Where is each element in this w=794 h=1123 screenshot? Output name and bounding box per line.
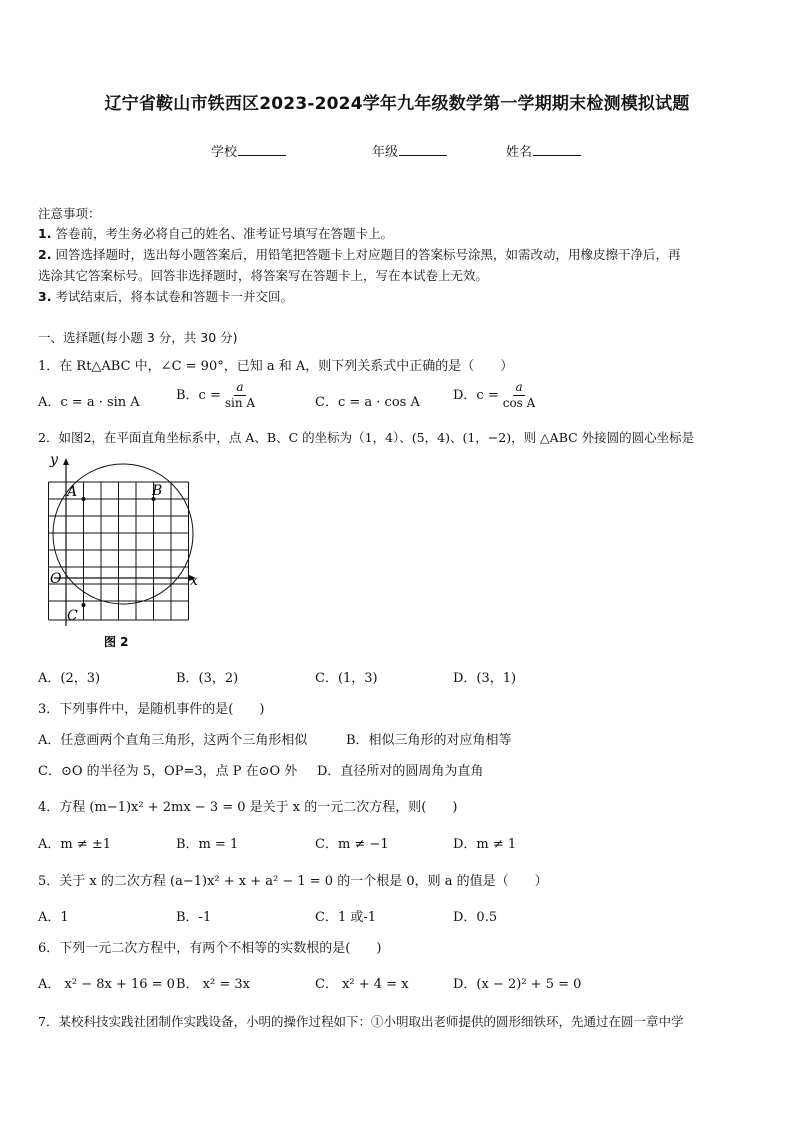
q3-option-c: C．⊙O 的半径为 5，OP=3，点 P 在⊙O 外 <box>38 764 298 779</box>
section-heading: 一、选择题(每小题 3 分，共 30 分) <box>38 330 238 345</box>
q4-option-d: D．m ≠ 1 <box>453 837 517 852</box>
question-5-stem: 5．关于 x 的二次方程 (a−1)x² + x + a² − 1 = 0 的一个根是 0，则 a 的值是（ ） <box>38 874 548 889</box>
point-c-dot <box>82 603 86 607</box>
q2-option-b: B．(3，2) <box>176 671 239 686</box>
q5-option-d: D．0.5 <box>453 910 498 925</box>
q4-option-a: A．m ≠ ±1 <box>38 837 112 852</box>
y-axis-arrow <box>63 458 69 465</box>
q1-option-c: C．c = a · cos A <box>315 395 420 410</box>
q6-option-d: D．(x − 2)² + 5 = 0 <box>453 977 582 992</box>
page-title: 辽宁省鞍山市铁西区2023-2024学年九年级数学第一学期期末检测模拟试题 <box>104 94 690 114</box>
q5-option-b: B．-1 <box>176 910 212 925</box>
name-field <box>506 141 581 160</box>
point-c-label: C <box>67 608 78 624</box>
name-blank <box>533 143 581 156</box>
q4-option-b: B．m = 1 <box>176 837 239 852</box>
q3-option-d: D．直径所对的圆周角为直角 <box>317 764 484 779</box>
question-2-stem: 2．如图2，在平面直角坐标系中，点 A、B、C 的坐标为（1，4）、(5，4)、(1，−2)，则 △ABC 外接圆的圆心坐标是 <box>38 430 695 445</box>
q2-option-a: A．(2，3) <box>38 671 101 686</box>
point-b-label: B <box>152 483 163 499</box>
note-item: 2. 回答选择题时，选出每小题答案后，用铅笔把答题卡上对应题目的答案标号涂黑，如需改动，用橡皮擦干净后，再 <box>38 247 681 262</box>
q1-option-d: D．c = $\frac{a}{\text{cos A}}$ <box>453 380 536 410</box>
point-a-label: A <box>67 484 78 500</box>
question-7-stem: 7．某校科技实践社团制作实践设备，小明的操作过程如下：①小明取出老师提供的圆形细铁环，先通过在圆一章中学 <box>38 1014 684 1029</box>
q3-option-b: B．相似三角形的对应角相等 <box>346 733 512 748</box>
question-1-stem: 1．在 Rt△ABC 中，∠C = 90°，已知 a 和 A，则下列关系式中正确的是（ ） <box>38 359 514 374</box>
school-field <box>211 141 286 160</box>
q3-option-a: A．任意画两个直角三角形，这两个三角形相似 <box>38 733 308 748</box>
q5-option-c: C．1 或-1 <box>315 910 377 925</box>
grade-field <box>372 141 447 160</box>
school-label: 学校 <box>211 145 238 160</box>
q2-option-d: D．(3，1) <box>453 671 517 686</box>
grade-blank <box>399 143 447 156</box>
name-label: 姓名 <box>506 145 533 160</box>
point-a-dot <box>82 497 86 501</box>
q1-option-a: A．c = a · sin A <box>38 395 140 410</box>
figure-caption: 图 2 <box>104 635 129 649</box>
question-6-stem: 6．下列一元二次方程中，有两个不相等的实数根的是( ) <box>38 941 382 956</box>
q6-option-a: A． x² − 8x + 16 = 0 <box>38 977 175 992</box>
q2-option-c: C．(1，3) <box>315 671 378 686</box>
question-2-figure <box>40 450 210 655</box>
grid-lines <box>49 482 189 620</box>
q6-option-b: B． x² = 3x <box>176 977 250 992</box>
note-item: 选涂其它答案标号。回答非选择题时，将答案写在答题卡上，写在本试卷上无效。 <box>38 268 489 283</box>
q6-option-c: C． x² + 4 = x <box>315 977 409 992</box>
notes-heading: 注意事项： <box>38 206 101 221</box>
q5-option-a: A．1 <box>38 910 69 925</box>
note-item: 3. 考试结束后，将本试卷和答题卡一并交回。 <box>38 289 293 304</box>
y-axis-label: y <box>50 452 58 468</box>
x-axis-label: x <box>190 573 198 589</box>
grade-label: 年级 <box>372 145 399 160</box>
origin-label: O <box>50 571 62 587</box>
school-blank <box>238 143 286 156</box>
note-item: 1. 答卷前，考生务必将自己的姓名、准考证号填写在答题卡上。 <box>38 226 393 241</box>
q4-option-c: C．m ≠ −1 <box>315 837 389 852</box>
question-4-stem: 4．方程 (m−1)x² + 2mx − 3 = 0 是关于 x 的一元二次方程，则( ) <box>38 800 458 815</box>
question-3-stem: 3．下列事件中，是随机事件的是( ) <box>38 702 265 717</box>
q1-option-b: B．c = $\frac{a}{\text{sin A}}$ <box>176 380 256 410</box>
